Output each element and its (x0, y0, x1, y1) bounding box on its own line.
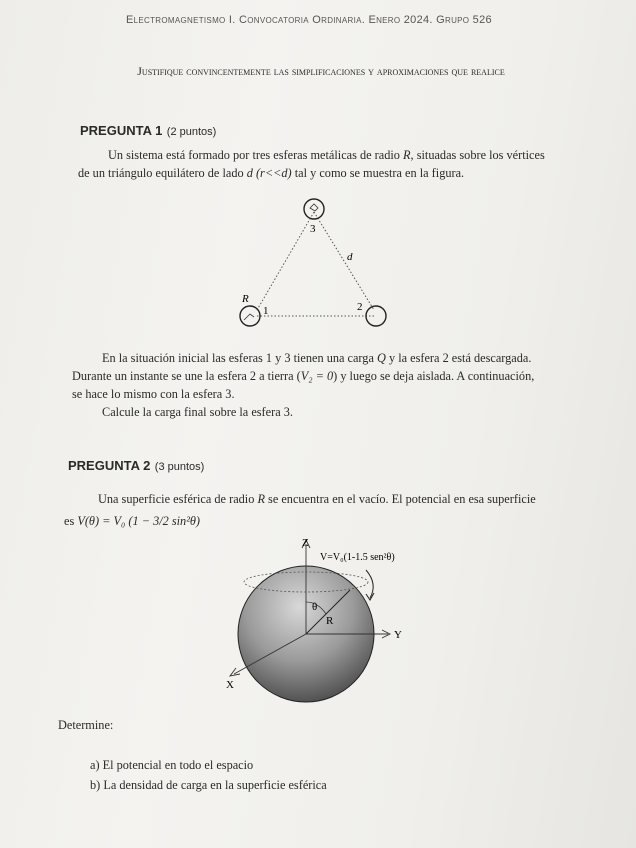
q1-title: PREGUNTA 1 (80, 123, 163, 138)
q2-intro-R: R (257, 492, 265, 506)
q1-intro-condition: (r<<d) (255, 166, 292, 180)
q1-situation-text4: ) y luego se deja aislada. A continuación, (333, 369, 535, 383)
q2-intro-es: es (64, 514, 75, 528)
q2-intro-line1 (98, 490, 536, 508)
label-y: Y (394, 629, 402, 641)
label-theta: θ (312, 601, 318, 613)
q1-intro-text: Un sistema está formado por tres esferas metálicas de radio (108, 148, 400, 162)
q1-situation-line3: se hace lo mismo con la esfera 3. (72, 387, 235, 401)
q2-item-b: b) La densidad de carga en la superficie esférica (90, 778, 327, 792)
q1-situation-text3: Durante un instante se une la esfera 2 a tierra ( (72, 369, 301, 383)
label-z: Z (302, 537, 309, 549)
q2-intro-line2 (64, 512, 200, 530)
label-R: R (242, 293, 249, 305)
q1-situation-line1 (102, 349, 531, 367)
q2-heading (68, 457, 204, 475)
q1-situation-text: En la situación inicial las esferas 1 y 3 tienen una carga (102, 351, 374, 365)
label-3: 3 (310, 223, 316, 235)
sphere-3 (304, 199, 324, 219)
instructions: Justifique convincentemente las simplificaciones y aproximaciones que realice (137, 64, 505, 78)
label-2: 2 (357, 301, 363, 313)
q1-intro-text3: de un triángulo equilátero de lado (78, 166, 244, 180)
q1-intro-text2: , situadas sobre los vértices (410, 148, 545, 162)
q1-intro-line1 (108, 146, 545, 164)
q2-intro-text2: se encuentra en el vacío. El potencial en esa superficie (268, 492, 536, 506)
q1-intro-R: R (403, 148, 411, 162)
q1-situation-line2 (72, 367, 534, 385)
q2-points: (3 puntos) (154, 461, 205, 473)
label-1: 1 (263, 305, 269, 317)
label-R-sphere: R (326, 615, 334, 627)
q1-intro-line2 (78, 164, 464, 182)
triangle-figure (230, 192, 400, 332)
q1-situation-text2: y la esfera 2 está descargada. (388, 351, 532, 365)
q1-points: (2 puntos) (166, 126, 217, 138)
potential-arrow (366, 570, 373, 598)
sphere-1-radius (244, 314, 254, 320)
q2-title: PREGUNTA 2 (68, 458, 151, 473)
q2-formula: V(θ) = V₀ (1 − 3/2 sin²θ) (77, 514, 201, 528)
label-x: X (226, 679, 234, 691)
q2-intro-text: Una superficie esférica de radio (98, 492, 255, 506)
q1-situation-V2: V₂ = 0 (300, 369, 334, 383)
q2-item-a: a) El potencial en todo el espacio (90, 758, 254, 772)
triangle-side-left (257, 212, 314, 310)
triangle-side-right (314, 212, 374, 310)
q1-intro-d: d (246, 166, 253, 180)
q1-situation-Q: Q (377, 351, 386, 365)
sphere-figure (220, 530, 420, 710)
q1-question: Calcule la carga final sobre la esfera 3. (102, 405, 293, 419)
label-d: d (347, 251, 353, 263)
potential-label: V=V₀(1-1.5 sen²θ) (320, 552, 395, 563)
sphere-3-marker (310, 204, 318, 211)
potential-arrowhead (366, 593, 374, 600)
q1-heading (80, 122, 216, 140)
q2-determine: Determine: (58, 718, 114, 732)
exam-header: Electromagnetismo I. Convocatoria Ordinaria. Enero 2024. Grupo 526 (126, 14, 492, 26)
q1-intro-text4: tal y como se muestra en la figura. (294, 166, 465, 180)
